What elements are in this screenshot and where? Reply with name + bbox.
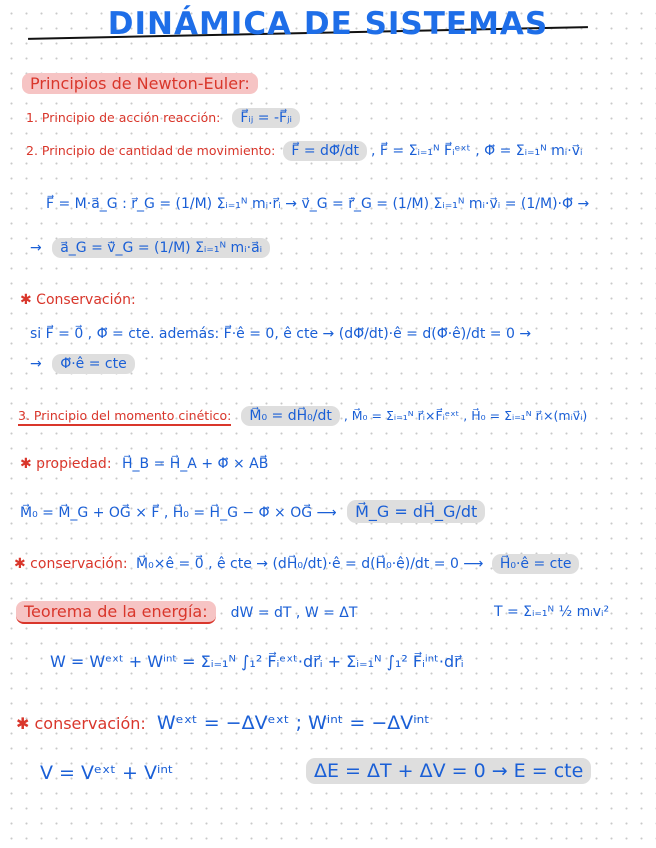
section-newton-euler-heading — [22, 74, 258, 93]
principle-3-row — [18, 408, 587, 424]
page-title: DINÁMICA DE SISTEMAS — [107, 6, 549, 42]
work-equation: W = Wᵉˣᵗ + Wⁱⁿᵗ = Σᵢ₌₁ᴺ ∫₁² F⃗ᵢᵉˣᵗ·dr⃗ᵢ + Σᵢ₌₁ᴺ ∫₁² F⃗ᵢⁱⁿᵗ·dr⃗ᵢ — [50, 652, 464, 671]
principle-2-equation-rest: , F⃗ = Σᵢ₌₁ᴺ F⃗ᵢᵉˣᵗ , Φ⃗ = Σᵢ₌₁ᴺ mᵢ·v⃗ᵢ — [371, 143, 583, 159]
conservation-2-result-box: H⃗₀·ê = cte — [492, 554, 580, 574]
principle-3-label: 3. Principio del momento cinético: — [18, 408, 231, 426]
property-row — [20, 456, 268, 472]
energy-conservation-box: ΔE = ΔT + ΔV = 0 → E = cte — [306, 758, 591, 784]
property-label: ✱ propiedad: — [20, 456, 112, 472]
center-of-mass-line: F⃗ = M·a⃗_G : r⃗_G = (1/M) Σᵢ₌₁ᴺ mᵢ·r⃗ᵢ → v⃗_G = r⃗̇_G = (1/M) Σᵢ₌₁ᴺ mᵢ·v⃗ᵢ = (1/M)·Φ⃗ → — [46, 196, 590, 212]
conservation-3-label: ✱ conservación: — [16, 714, 146, 733]
conservation-1-heading: ✱ Conservación: — [20, 292, 136, 308]
principle-1-label: 1. Principio de acción reacción: — [26, 110, 221, 125]
conservation-3-equation: Wᵉˣᵗ = −ΔVᵉˣᵗ ; Wⁱⁿᵗ = −ΔVⁱⁿᵗ — [156, 712, 430, 734]
conservation-1-line: si F⃗ = 0⃗ , Φ⃗ = cte. además: F⃗·ê = 0, ê cte → (dΦ⃗/dt)·ê = d(Φ⃗·ê)/dt = 0 → — [30, 326, 532, 342]
principle-2-equation-box: F⃗ = dΦ⃗/dt — [283, 141, 367, 161]
conservation-3-row — [16, 712, 430, 734]
potential-energy-equation: V = Vᵉˣᵗ + Vⁱⁿᵗ — [40, 762, 174, 784]
conservation-2-row — [14, 556, 579, 572]
conservation-1-result-row — [30, 356, 135, 372]
principle-2-label: 2. Principio de cantidad de movimiento: — [26, 143, 276, 158]
energy-theorem-heading: Teorema de la energía: — [16, 601, 216, 624]
kinetic-energy-equation: T = Σᵢ₌₁ᴺ ½ mᵢvᵢ² — [494, 604, 610, 620]
moment-g-equation-box: M⃗_G = dH⃗_G/dt — [347, 500, 485, 523]
principle-3-equation-box: M⃗₀ = dH⃗₀/dt — [241, 406, 339, 426]
moment-transfer-equation: M⃗₀ = M⃗_G + OG⃗ × F⃗ , H⃗₀ = H⃗_G − Φ⃗ × OG⃗ ⟶ — [20, 505, 337, 521]
heading-highlight: Principios de Newton-Euler: — [22, 73, 258, 94]
energy-theorem-equation: dW = dT , W = ΔT — [230, 605, 358, 621]
conservation-1-arrow: → — [30, 356, 42, 372]
principle-2-row — [26, 143, 583, 159]
principle-1-row — [26, 110, 300, 126]
principle-3-equation-rest: , M⃗₀ = Σᵢ₌₁ᴺ r⃗ᵢ×F⃗ᵢᵉˣᵗ , H⃗₀ = Σᵢ₌₁ᴺ r⃗ᵢ×(mᵢv⃗ᵢ) — [343, 408, 588, 423]
acceleration-equation-box: a⃗_G = v⃗̇_G = (1/M) Σᵢ₌₁ᴺ mᵢ·a⃗ᵢ — [52, 238, 270, 258]
principle-1-equation: F⃗ᵢⱼ = -F⃗ⱼᵢ — [232, 108, 300, 128]
energy-theorem-row — [16, 602, 357, 621]
conservation-2-equation: M⃗₀×ê = 0⃗ , ê cte → (dH⃗₀/dt)·ê = d(H⃗₀·ê)/dt = 0 ⟶ — [136, 556, 484, 572]
acceleration-row — [30, 240, 270, 256]
moment-transfer-row — [20, 502, 485, 521]
conservation-1-result-box: Φ⃗·ê = cte — [52, 354, 135, 374]
energy-conservation-row — [306, 760, 591, 782]
property-equation: H⃗_B = H⃗_A + Φ⃗ × AB⃗ — [122, 456, 269, 472]
conservation-2-label: ✱ conservación: — [14, 556, 128, 572]
acceleration-arrow: → — [30, 240, 42, 256]
